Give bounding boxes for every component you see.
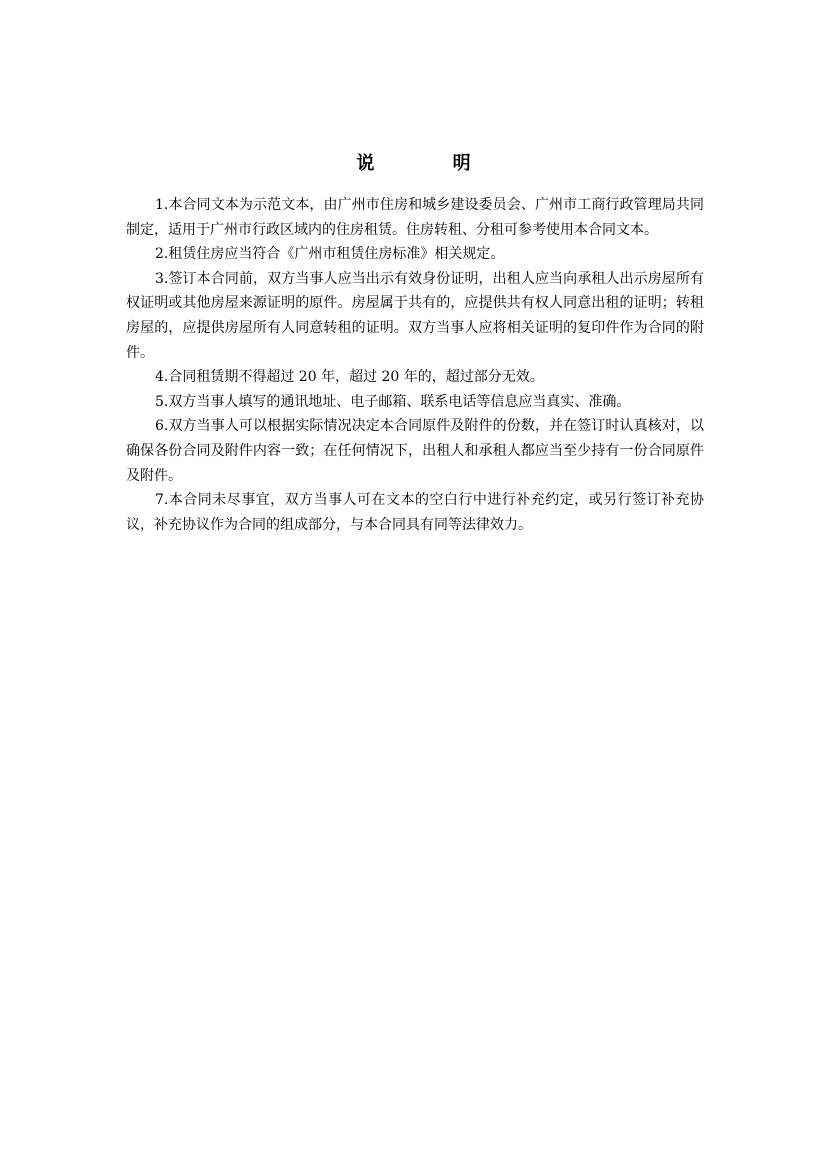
paragraph-7: 7.本合同未尽事宜，双方当事人可在文本的空白行中进行补充约定，或另行签订补充协议，补充协议作为合同的组成部分，与本合同具有同等法律效力。 [126,492,704,533]
page-title: 说 明 [356,153,507,174]
paragraph-1: 1.本合同文本为示范文本，由广州市住房和城乡建设委员会、广州市工商行政管理局共同制定，适用于广州市行政区域内的住房租赁。住房转租、分租可参考使用本合同文本。 [126,197,704,238]
paragraph-5: 5.双方当事人填写的通讯地址、电子邮箱、联系电话等信息应当真实、准确。 [155,393,631,410]
paragraph-3: 3.签订本合同前，双方当事人应当出示有效身份证明，出租人应当向承租人出示房屋所有权证明或其他房屋来源证明的原件。房屋属于共有的，应提供共有权人同意出租的证明；转租房屋的，应提供房屋所有人同意转租的证明。双方当事人应将相关证明的复印件作为合同的附件。 [126,270,704,361]
paragraph-6: 6.双方当事人可以根据实际情况决定本合同原件及附件的份数，并在签订时认真核对，以确保各份合同及附件内容一致；在任何情况下，出租人和承租人都应当至少持有一份合同原件及附件。 [126,418,704,484]
paragraph-2: 2.租赁住房应当符合《广州市租赁住房标准》相关规定。 [155,246,505,263]
paragraph-4: 4.合同租赁期不得超过 20 年，超过 20 年的，超过部分无效。 [155,369,544,386]
document-body [126,193,704,537]
